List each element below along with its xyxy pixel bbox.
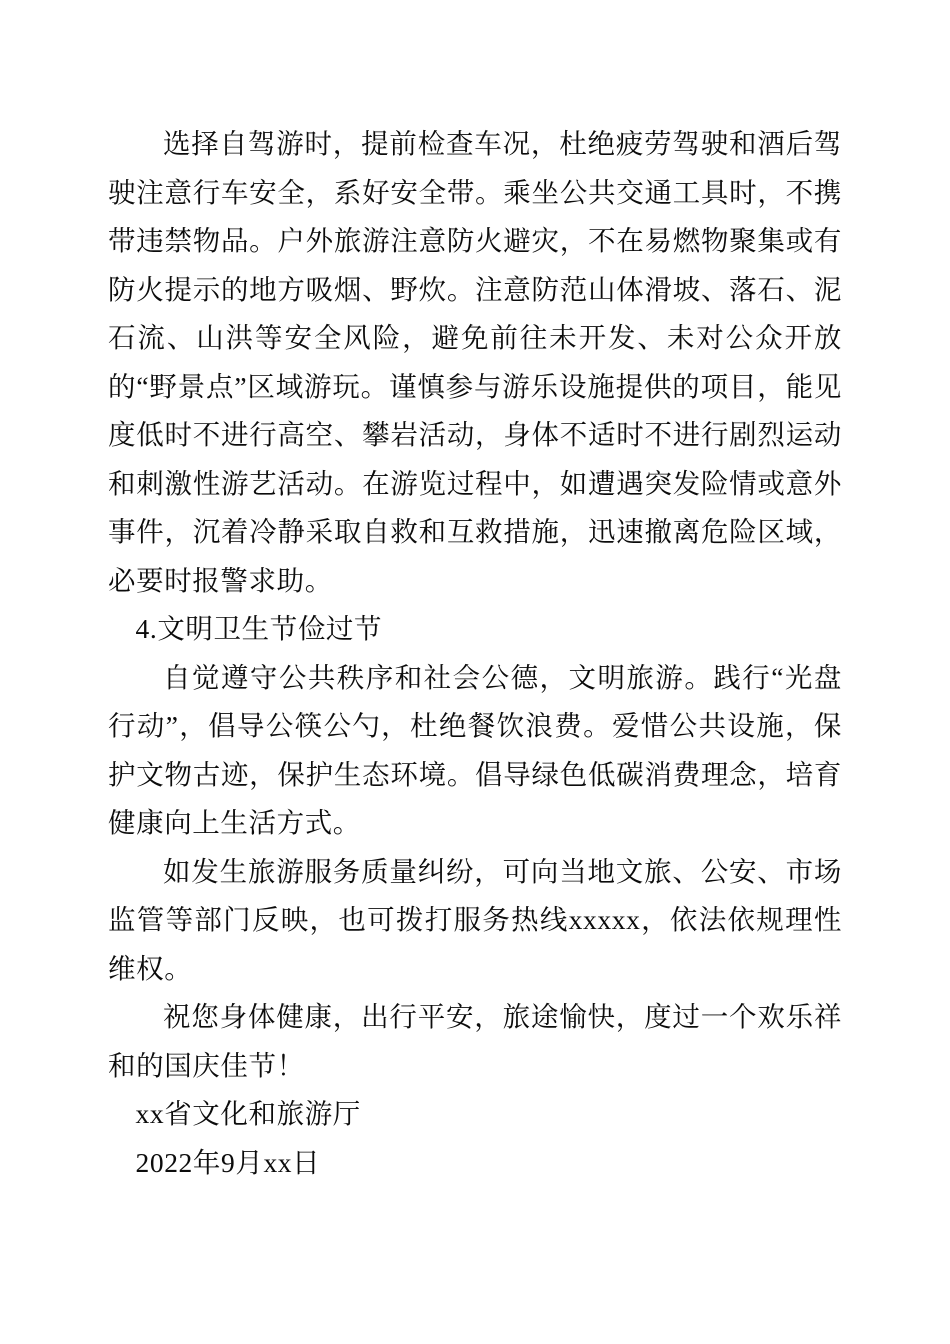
signature-date: 2022年9月xx日 (135, 1146, 321, 1178)
signature-organization: xx省文化和旅游厅 (135, 1098, 361, 1129)
paragraph-civilized-travel: 自觉遵守公共秩序和社会公德，文明旅游。践行“光盘行动”，倡导公筷公勺，杜绝餐饮浪费。爱惜公共设施，保护文物古迹，保护生态环境。倡导绿色低碳消费理念，培育健康向上生活方式。 (108, 661, 842, 838)
paragraph-safe-travel: 选择自驾游时，提前检查车况，杜绝疲劳驾驶和酒后驾驶注意行车安全，系好安全带。乘坐公共交通工具时，不携带违禁物品。户外旅游注意防火避灾，不在易燃物聚集或有防火提示的地方吸烟、野炊。注意防范山体滑坡、落石、泥石流、山洪等安全风险，避免前往未开发、未对公众开放的“野景点”区域游玩。谨慎参与游乐设施提供的项目，能见度低时不进行高空、攀岩活动，身体不适时不进行剧烈运动和刺激性游艺活动。在游览过程中，如遭遇突发险情或意外事件，沉着冷静采取自救和互救措施，迅速撤离危险区域，必要时报警求助。 (108, 128, 842, 596)
signature-block (108, 1090, 842, 1187)
document-body (108, 120, 842, 1187)
paragraph-wishes: 祝您身体健康，出行平安，旅途愉快，度过一个欢乐祥和的国庆佳节！ (108, 1001, 842, 1081)
section-heading-4: 4.文明卫生节俭过节 (135, 613, 383, 644)
paragraph-dispute-resolution: 如发生旅游服务质量纠纷，可向当地文旅、公安、市场监管等部门反映，也可拨打服务热线xxxxx，依法依规理性维权。 (108, 855, 842, 984)
